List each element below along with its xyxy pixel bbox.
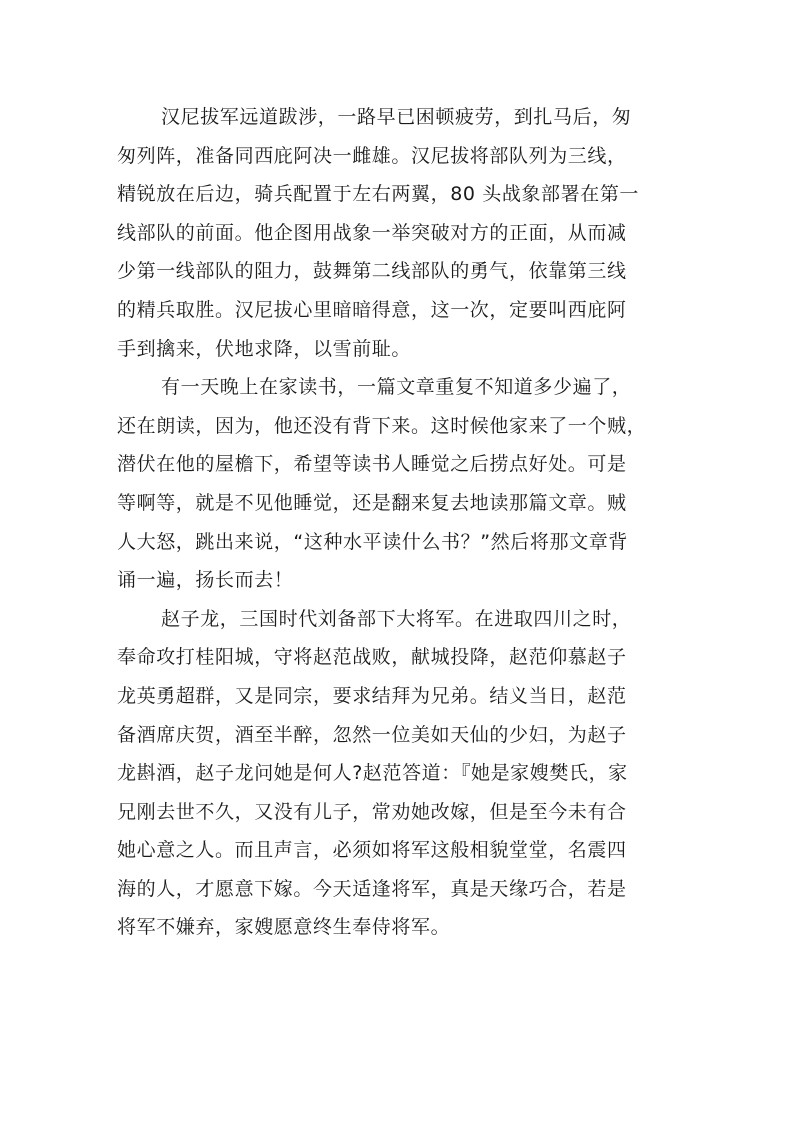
paragraph-line: 赵子龙，三国时代刘备部下大将军。在进取四川之时， (161, 607, 632, 630)
paragraph-line: 海的人，才愿意下嫁。今天适逢将军，真是天缘巧合，若是 (117, 877, 627, 900)
paragraph-line: 龙英勇超群，又是同宗，要求结拜为兄弟。结义当日，赵范 (117, 684, 627, 707)
paragraph-hannibal (117, 98, 687, 368)
paragraph-line: 线部队的前面。他企图用战象一举突破对方的正面，从而减 (117, 221, 627, 244)
paragraph-line: 龙斟酒，赵子龙问她是何人?赵范答道：『她是家嫂樊氏，家 (117, 762, 628, 785)
paragraph-line: 诵一遍，扬长而去！ (117, 569, 294, 592)
paragraph-line: 奉命攻打桂阳城，守将赵范战败，献城投降，赵范仰慕赵子 (117, 646, 627, 669)
paragraph-line: 的精兵取胜。汉尼拔心里暗暗得意，这一次，定要叫西庇阿 (117, 298, 627, 321)
paragraph-line: 还在朗读，因为，他还没有背下来。这时候他家来了一个贼， (117, 414, 647, 437)
document-body (117, 98, 687, 947)
paragraph-line: 手到擒来，伏地求降，以雪前耻。 (117, 337, 412, 360)
paragraph-line: 将军不嫌弃，家嫂愿意终生奉侍将军。 (117, 916, 451, 939)
paragraph-line: 匆列阵，准备同西庇阿决一雌雄。汉尼拔将部队列为三线， (117, 144, 627, 167)
paragraph-line: 少第一线部队的阻力，鼓舞第二线部队的勇气，依靠第三线 (117, 260, 627, 283)
paragraph-line: 精锐放在后边，骑兵配置于左右两翼，80 头战象部署在第一 (117, 183, 640, 206)
paragraph-line: 等啊等，就是不见他睡觉，还是翻来复去地读那篇文章。贼 (117, 491, 627, 514)
paragraph-line: 兄刚去世不久，又没有儿子，常劝她改嫁，但是至今未有合 (117, 800, 627, 823)
paragraph-reader-thief (117, 368, 687, 600)
paragraph-line: 潜伏在他的屋檐下，希望等读书人睡觉之后捞点好处。可是 (117, 453, 627, 476)
paragraph-line: 有一天晚上在家读书，一篇文章重复不知道多少遍了， (161, 376, 632, 399)
paragraph-line: 备酒席庆贺，酒至半醉，忽然一位美如天仙的少妇，为赵子 (117, 723, 627, 746)
paragraph-line: 汉尼拔军远道跋涉，一路早已困顿疲劳，到扎马后，匆 (161, 106, 632, 128)
paragraph-zhao-zilong (117, 600, 687, 947)
paragraph-line: 她心意之人。而且声言，必须如将军这般相貌堂堂，名震四 (117, 839, 627, 862)
paragraph-line: 人大怒，跳出来说，“这种水平读什么书？”然后将那文章背 (117, 530, 628, 553)
